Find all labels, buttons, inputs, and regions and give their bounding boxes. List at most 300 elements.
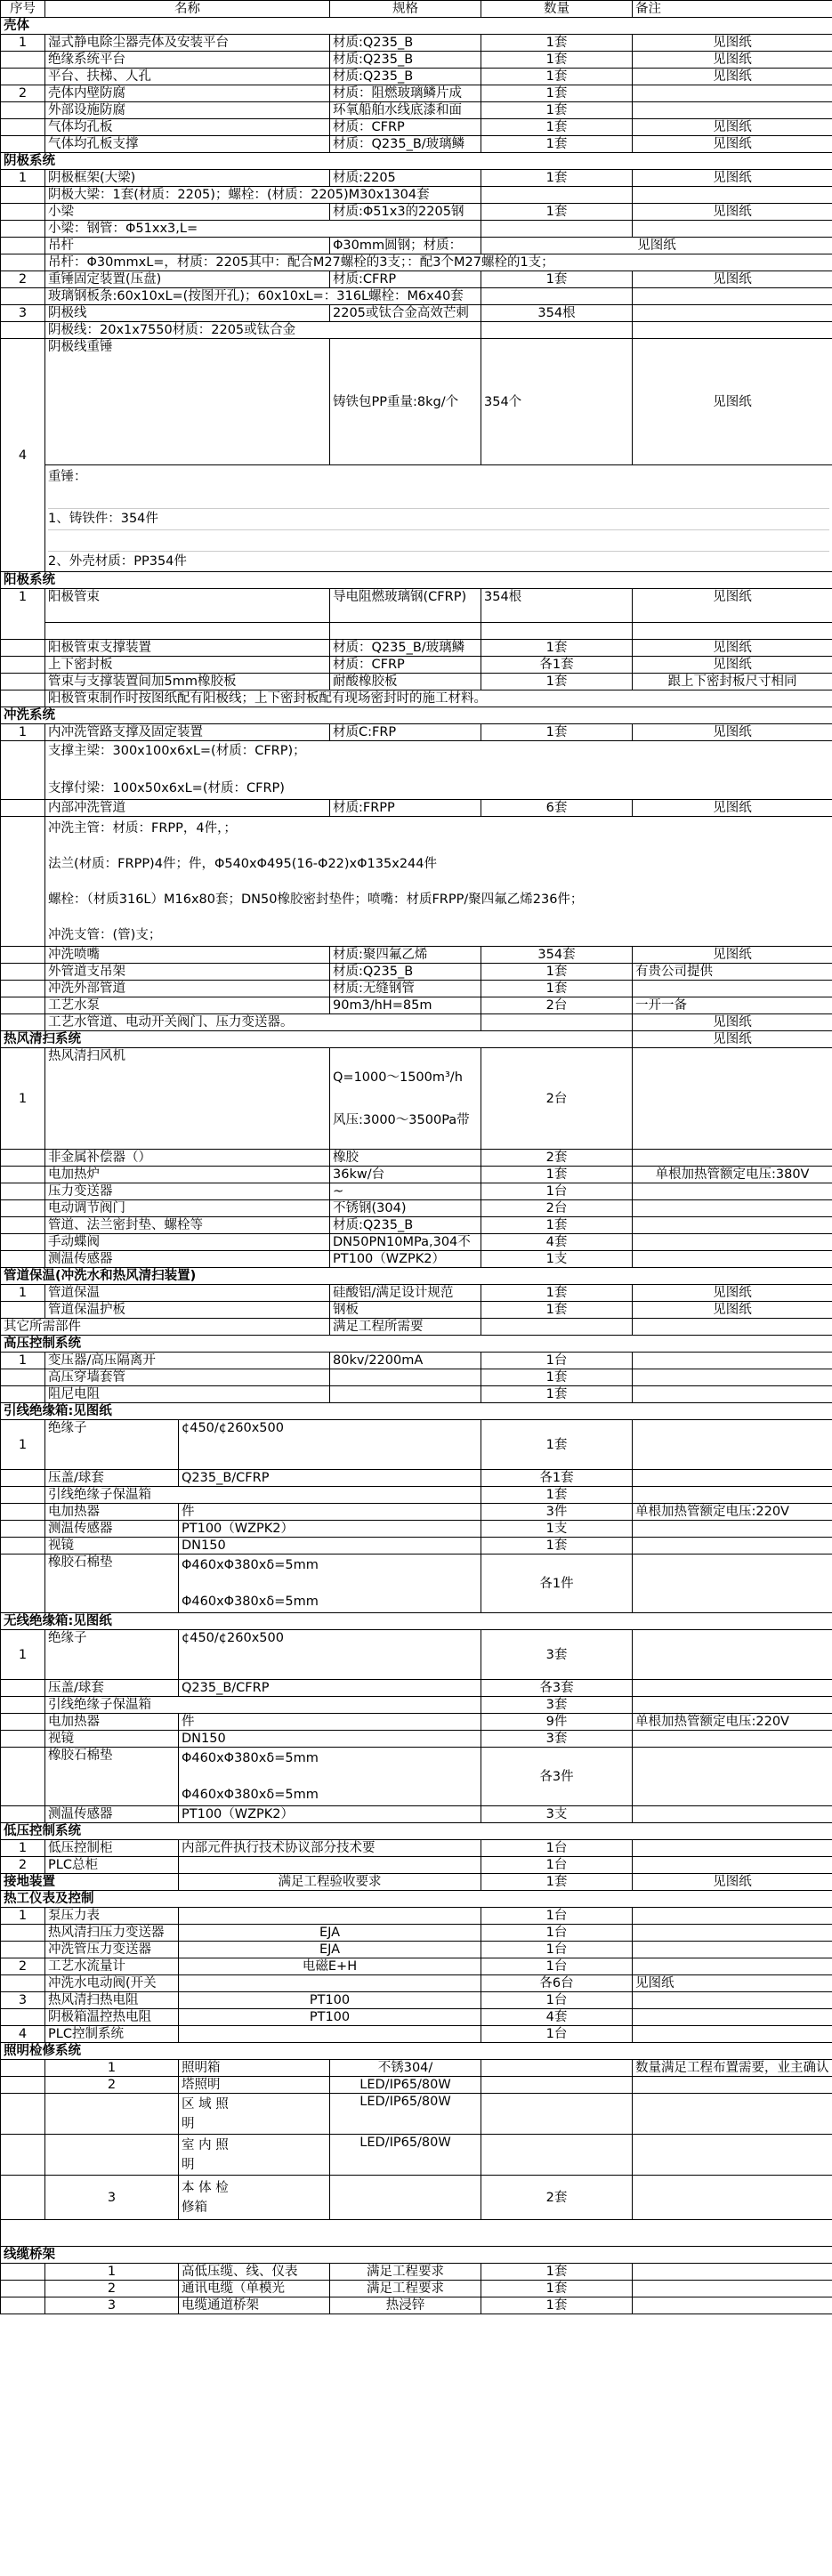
cell-qty: 1套 <box>481 2281 633 2297</box>
cell-note <box>633 1386 832 1403</box>
cell-pad <box>1 2135 45 2176</box>
cell-name: 小梁 <box>45 204 330 221</box>
cell-no: 1 <box>1 1285 45 1302</box>
table-cell <box>1 1942 45 1958</box>
table-row <box>1 2281 832 2297</box>
table-row <box>1 1857 832 1874</box>
cell-note: 见图纸 <box>633 589 832 623</box>
cell-name: 阴极线 <box>45 305 330 322</box>
cell-note <box>633 1217 832 1234</box>
cell-no: 1 <box>1 1353 45 1369</box>
section-row <box>1 1268 832 1285</box>
table-cell: 件 <box>179 1504 481 1521</box>
table-cell: 压盖/球套 <box>45 1680 179 1697</box>
cell-name: 通讯电缆（单模光 <box>179 2281 330 2297</box>
cell-note <box>633 305 832 322</box>
cell-name: 室 内 照 明 <box>179 2135 330 2176</box>
table-row <box>1 1975 832 1992</box>
table-cell: 1台 <box>481 1857 633 1874</box>
cell-spec: 2205或钛合金高效芒刺 <box>330 305 481 322</box>
table-cell <box>330 623 481 640</box>
table-row <box>1 1183 832 1200</box>
cell-spec: 满足工程要求 <box>330 2281 481 2297</box>
table-cell <box>1 964 45 981</box>
table-cell: Φ460xΦ380xδ=5mm Φ460xΦ380xδ=5mm <box>179 1748 481 1806</box>
cell-no: 3 <box>45 2176 179 2220</box>
section-row <box>1 1891 832 1908</box>
table-cell: 单根加热管额定电压:220V <box>633 1504 832 1521</box>
table-row <box>1 1234 832 1251</box>
table-cell: 1套 <box>481 964 633 981</box>
table-cell: DN150 <box>179 1538 481 1554</box>
cell-spec: LED/IP65/80W <box>330 2135 481 2176</box>
cell-name: 电加热炉 <box>45 1167 330 1183</box>
cell-note <box>633 221 832 238</box>
cell-name: 测温传感器 <box>45 1251 330 1268</box>
cell-no <box>1 1302 45 1319</box>
cell-note: 见图纸 <box>633 119 832 136</box>
table-row <box>1 800 832 817</box>
cell-spec: ¢450/¢260x500 <box>179 1630 481 1680</box>
cell-note: 跟上下密封板尺寸相同 <box>633 674 832 690</box>
cell-name: 平台、扶梯、人孔 <box>45 69 330 85</box>
table-row <box>1 1958 832 1975</box>
section-title: 壳体 <box>1 18 832 35</box>
cell-qty: 1套 <box>481 1302 633 1319</box>
table-cell <box>633 1992 832 2009</box>
table-cell: 见图纸 <box>633 1975 832 1992</box>
table-cell: 接地装置 <box>1 1874 179 1891</box>
cell-note <box>633 2281 832 2297</box>
table-cell <box>633 1958 832 1975</box>
table-row <box>1 1200 832 1217</box>
table-cell <box>179 2026 481 2043</box>
table-cell: 内部元件执行技术协议部分技术要 <box>179 1840 481 1857</box>
table-row <box>1 2077 832 2094</box>
table-cell: 有贵公司提供 <box>633 964 832 981</box>
table-cell: 视镜 <box>45 1538 179 1554</box>
table-cell <box>179 1975 481 1992</box>
cell-no <box>1 221 45 238</box>
cell-no <box>1 288 45 305</box>
cell-name: 玻璃钢板条:60x10xL=(按图开孔)；60x10xL=：316L螺栓：M6x40套 <box>45 288 481 305</box>
table-cell: 各1件 <box>481 1554 633 1613</box>
cell-qty: 1台 <box>481 1183 633 1200</box>
table-cell <box>633 2026 832 2043</box>
cell-no <box>1 102 45 119</box>
cell-qty: 1套 <box>481 674 633 690</box>
cell-pad <box>1 2297 45 2314</box>
cell-no <box>45 2094 179 2135</box>
cell-name: 电缆通道桥架 <box>179 2297 330 2314</box>
cell-note: 见图纸 <box>633 204 832 221</box>
cell-no: 2 <box>1 85 45 102</box>
table-cell <box>633 2009 832 2026</box>
table-cell: 1套 <box>481 1874 633 1891</box>
cell-no: 1 <box>1 35 45 52</box>
cell-no <box>1 1386 45 1403</box>
cell-qty: 1套 <box>481 1217 633 1234</box>
cell-qty: 1套 <box>481 2297 633 2314</box>
table-cell <box>1 1731 45 1748</box>
cell-note <box>633 187 832 204</box>
table-cell <box>1 1680 45 1697</box>
cell-qty <box>481 187 633 204</box>
table-row <box>1 119 832 136</box>
table-cell: 1台 <box>481 1925 633 1942</box>
table-cell: 工艺水泵 <box>45 997 330 1014</box>
cell-note <box>633 1630 832 1680</box>
table-cell: 各3件 <box>481 1748 633 1806</box>
table-cell <box>481 1319 633 1336</box>
cell-note <box>633 1420 832 1470</box>
cell-pad <box>1 2060 45 2077</box>
table-row <box>1 1992 832 2009</box>
table-row <box>1 1925 832 1942</box>
section-title: 冲洗系统 <box>1 707 832 724</box>
section-title: 高压控制系统 <box>1 1336 832 1353</box>
table-cell: 3支 <box>481 1806 633 1823</box>
section-title: 阳极系统 <box>1 572 832 589</box>
table-row <box>1 640 832 657</box>
cell-no <box>1 204 45 221</box>
cell-no <box>1 254 45 271</box>
table-cell: 3套 <box>481 1731 633 1748</box>
cell-name: 阳极管束 <box>45 589 330 623</box>
cell-spec: 钢板 <box>330 1302 481 1319</box>
cell-spec: PT100（WZPK2） <box>330 1251 481 1268</box>
cell-name: 电动调节阀门 <box>45 1200 330 1217</box>
table-row <box>1 2009 832 2026</box>
cell-pad <box>1 2281 45 2297</box>
table-cell <box>633 1538 832 1554</box>
table-row <box>1 2297 832 2314</box>
table-cell <box>1 2009 45 2026</box>
table-cell: 3件 <box>481 1504 633 1521</box>
table-cell: 3 <box>1 1992 45 2009</box>
cell-no: 2 <box>45 2077 179 2094</box>
table-row <box>1 288 832 305</box>
cell-qty: 1套 <box>481 1285 633 1302</box>
cell-note <box>633 1048 832 1150</box>
cell-name: 绝缘子 <box>45 1630 179 1680</box>
cell-name: 绝缘子 <box>45 1420 179 1470</box>
table-cell <box>1 1748 45 1806</box>
table-cell: 3套 <box>481 1697 633 1714</box>
cell-no: 1 <box>1 724 45 741</box>
cell-pad <box>1 2094 45 2135</box>
table-cell <box>633 1908 832 1925</box>
table-cell: 压盖/球套 <box>45 1470 179 1487</box>
section-title: 线缆桥架 <box>1 2247 832 2264</box>
table-cell <box>633 1748 832 1806</box>
cell-no: 1 <box>1 1630 45 1680</box>
cell-qty: 1套 <box>481 85 633 102</box>
table-row <box>1 2220 832 2247</box>
section-title: 阴极系统 <box>1 153 832 170</box>
table-row <box>1 657 832 674</box>
cell-qty: 354套 <box>481 947 633 964</box>
cell-spec: 材质:Q235_B <box>330 35 481 52</box>
cell-qty: 1套 <box>481 640 633 657</box>
cell-spec: 材质：CFRP <box>330 657 481 674</box>
cell-qty <box>481 2135 633 2176</box>
cell-no: 2 <box>45 2281 179 2297</box>
table-cell <box>179 1908 481 1925</box>
table-cell: 引线绝缘子保温箱 <box>45 1487 481 1504</box>
table-cell <box>1 1714 45 1731</box>
cell-name: 管道、法兰密封垫、螺栓等 <box>45 1217 330 1234</box>
table-cell: 各3套 <box>481 1680 633 1697</box>
table-cell: PT100（WZPK2） <box>179 1806 481 1823</box>
table-row <box>1 1554 832 1613</box>
table-cell <box>633 1680 832 1697</box>
table-cell <box>179 1857 481 1874</box>
cell-spec: 不锈钢(304) <box>330 1200 481 1217</box>
cell-qty: 6套 <box>481 800 633 817</box>
cell-qty: 2套 <box>481 2176 633 2220</box>
table-cell: 电加热器 <box>45 1714 179 1731</box>
cell-name: 压力变送器 <box>45 1183 330 1200</box>
table-cell <box>45 623 330 640</box>
table-row <box>1 187 832 204</box>
table-row <box>1 724 832 741</box>
table-cell: 低压控制柜 <box>45 1840 179 1857</box>
cell-qty: 354根 <box>481 589 633 623</box>
cell-qty: 2台 <box>481 1200 633 1217</box>
cell-no <box>1 1167 45 1183</box>
cell-note: 见图纸 <box>633 724 832 741</box>
cell-spec: 导电阻燃玻璃钢(CFRP) <box>330 589 481 623</box>
cell-name: 管道保温护板 <box>45 1302 330 1319</box>
cell-qty: 1套 <box>481 2264 633 2281</box>
table-row <box>1 1302 832 1319</box>
table-row <box>1 85 832 102</box>
cell-spec: 材质:Q235_B <box>330 69 481 85</box>
table-cell: 1台 <box>481 2026 633 2043</box>
cell-name: 手动蝶阀 <box>45 1234 330 1251</box>
cell-no <box>1 1150 45 1167</box>
cell-name: 气体均孔板支撑 <box>45 136 330 153</box>
header-row <box>1 1 832 18</box>
table-cell: 工艺水管道、电动开关阀门、压力变送器。 <box>45 1014 481 1031</box>
cell-spec: 满足工程所需要 <box>330 1319 481 1336</box>
table-cell: 单根加热管额定电压:220V <box>633 1714 832 1731</box>
flush-support: 支撑主梁：300x100x6xL=(材质：CFRP)； 支撑付梁：100x50x6xL=(材质：CFRP) <box>45 741 832 800</box>
cell-pad <box>1 2077 45 2094</box>
table-cell: PT100（WZPK2） <box>179 1521 481 1538</box>
cell-no <box>1 981 45 997</box>
table-row <box>1 1908 832 1925</box>
cell-note <box>633 2264 832 2281</box>
table-cell: 90m3/hH=85m <box>330 997 481 1014</box>
cell-spec: Φ30mm圆钢；材质： <box>330 238 481 254</box>
cell-spec: 环氧船舶水线底漆和面 <box>330 102 481 119</box>
cell-spec: 材质：CFRP <box>330 119 481 136</box>
cell-no: 3 <box>45 2297 179 2314</box>
cell-name: 高压穿墙套管 <box>45 1369 330 1386</box>
table-cell: 1台 <box>481 1942 633 1958</box>
table-cell <box>1 1975 45 1992</box>
cell-name: 冲洗喷嘴 <box>45 947 330 964</box>
header-qty: 数量 <box>481 1 633 18</box>
table-cell: 橡胶石棉垫 <box>45 1554 179 1613</box>
table-cell: 1套 <box>481 1487 633 1504</box>
table-cell: 4套 <box>481 2009 633 2026</box>
cell-name: 冲洗外部管道 <box>45 981 330 997</box>
table-row <box>1 1487 832 1504</box>
cell-no <box>1 674 45 690</box>
cell-qty: 1套 <box>481 69 633 85</box>
cell-note: 见图纸 <box>633 657 832 674</box>
cell-qty: 1套 <box>481 724 633 741</box>
cell-no <box>1 69 45 85</box>
section-row <box>1 2247 832 2264</box>
table-row <box>1 35 832 52</box>
table-cell: 满足工程验收要求 <box>179 1874 481 1891</box>
cell-name: 非金属补偿器（） <box>45 1150 330 1167</box>
cell-spec: 材质:聚四氟乙烯 <box>330 947 481 964</box>
table-row <box>1 1251 832 1268</box>
cell-no <box>1 800 45 817</box>
cell-name: 阳极管束制作时按图纸配有阳极线；上下密封板配有现场密封时的施工材料。 <box>45 690 832 707</box>
table-cell: 材质:Q235_B <box>330 964 481 981</box>
table-cell <box>1 1697 45 1714</box>
cell-qty: 1套 <box>481 1420 633 1470</box>
cell-qty: 1套 <box>481 1386 633 1403</box>
table-row <box>1 2026 832 2043</box>
cell-note: 见图纸 <box>633 170 832 187</box>
table-cell <box>1 997 45 1014</box>
cell-qty: 3套 <box>481 1630 633 1680</box>
table-row <box>1 997 832 1014</box>
table-row <box>1 1697 832 1714</box>
cell-name: 小梁：钢管：Φ51xx3,L= <box>45 221 481 238</box>
table-row <box>1 589 832 623</box>
cell-note <box>633 85 832 102</box>
table-cell: PT100 <box>179 1992 481 2009</box>
cell-note <box>633 2135 832 2176</box>
cell-no <box>1 657 45 674</box>
table-row <box>1 1942 832 1958</box>
cell-spec: 不锈304/ <box>330 2060 481 2077</box>
table-cell: 阴极箱温控热电阻 <box>45 2009 179 2026</box>
table-cell: 2台 <box>481 997 633 1014</box>
table-row <box>1 1630 832 1680</box>
cell-name: 区 域 照 明 <box>179 2094 330 2135</box>
cell-name: 阴极框架(大梁) <box>45 170 330 187</box>
cell-spec: 材质:2205 <box>330 170 481 187</box>
table-cell <box>633 1925 832 1942</box>
cell-no <box>1 136 45 153</box>
table-cell: 1支 <box>481 1521 633 1538</box>
cell-no <box>45 2135 179 2176</box>
table-cell: 1 <box>1 1840 45 1857</box>
cell-note <box>633 2297 832 2314</box>
cell-qty <box>481 2060 633 2077</box>
cell-no: 3 <box>1 305 45 322</box>
header-spec: 规格 <box>330 1 481 18</box>
cell-qty: 1支 <box>481 1251 633 1268</box>
cell-no: 1 <box>1 589 45 640</box>
cell-qty: 1套 <box>481 136 633 153</box>
cell-spec: 材质：Q235_B/玻璃鳞 <box>330 136 481 153</box>
table-cell: DN150 <box>179 1731 481 1748</box>
cell-name: 气体均孔板 <box>45 119 330 136</box>
cell-name: 上下密封板 <box>45 657 330 674</box>
cell-spec <box>330 1386 481 1403</box>
cell-no: 4 <box>1 339 45 572</box>
cell-note: 见图纸 <box>633 640 832 657</box>
table-row <box>1 2176 832 2220</box>
table-row <box>1 52 832 69</box>
table-cell: PLC控制系统 <box>45 2026 179 2043</box>
table-cell: 视镜 <box>45 1731 179 1748</box>
section-row <box>1 1031 832 1048</box>
table-row <box>1 322 832 339</box>
cell-name: 照明箱 <box>179 2060 330 2077</box>
table-cell: 见图纸 <box>633 1014 832 1031</box>
cell-no <box>1 1369 45 1386</box>
cell-spec: LED/IP65/80W <box>330 2077 481 2094</box>
cell-name: 湿式静电除尘器壳体及安装平台 <box>45 35 330 52</box>
cell-qty: 1套 <box>481 204 633 221</box>
cell-note: 见图纸 <box>633 1285 832 1302</box>
cell-spec: LED/IP65/80W <box>330 2094 481 2135</box>
table-row <box>1 1150 832 1167</box>
table-cell <box>633 1942 832 1958</box>
table-row <box>1 102 832 119</box>
table-cell: 1 <box>1 1908 45 1925</box>
cell-note <box>633 1369 832 1386</box>
cell-name: 阴极线重锤 <box>45 339 330 465</box>
cell-no <box>1 52 45 69</box>
table-row <box>1 69 832 85</box>
cell-spec: 材质:CFRP <box>330 271 481 288</box>
hammer-detail: 重锤： 1、铸铁件：354件 2、外壳材质：PP354件 <box>45 465 832 572</box>
table-cell: 一开一备 <box>633 997 832 1014</box>
table-row <box>1 465 832 572</box>
table-cell: PLC总柜 <box>45 1857 179 1874</box>
table-cell <box>633 1697 832 1714</box>
table-row <box>1 2094 832 2135</box>
table-row <box>1 1217 832 1234</box>
cell-name: 内冲洗管路支撑及固定装置 <box>45 724 330 741</box>
table-cell <box>1 1806 45 1823</box>
table-cell: PT100 <box>179 2009 481 2026</box>
cell-note <box>633 2094 832 2135</box>
cell-qty: 2台 <box>481 1048 633 1150</box>
cell-note <box>633 1353 832 1369</box>
table-cell: 电加热器 <box>45 1504 179 1521</box>
cell-no <box>1 322 45 339</box>
cell-no: 2 <box>1 271 45 288</box>
cell-no <box>1 947 45 964</box>
table-row <box>1 1748 832 1806</box>
table-cell: 冲洗管压力变送器 <box>45 1942 179 1958</box>
cell-name: 阻尼电阻 <box>45 1386 330 1403</box>
cell-no <box>1 1234 45 1251</box>
table-cell: 橡胶石棉垫 <box>45 1748 179 1806</box>
table-cell: EJA <box>179 1942 481 1958</box>
section-title: 引线绝缘箱:见图纸 <box>1 1403 832 1420</box>
section-row <box>1 572 832 589</box>
table-cell: 热风清扫压力变送器 <box>45 1925 179 1942</box>
cell-spec: ¢450/¢260x500 <box>179 1420 481 1470</box>
table-row <box>1 2135 832 2176</box>
table-cell <box>1 1554 45 1613</box>
table-cell: 4 <box>1 2026 45 2043</box>
